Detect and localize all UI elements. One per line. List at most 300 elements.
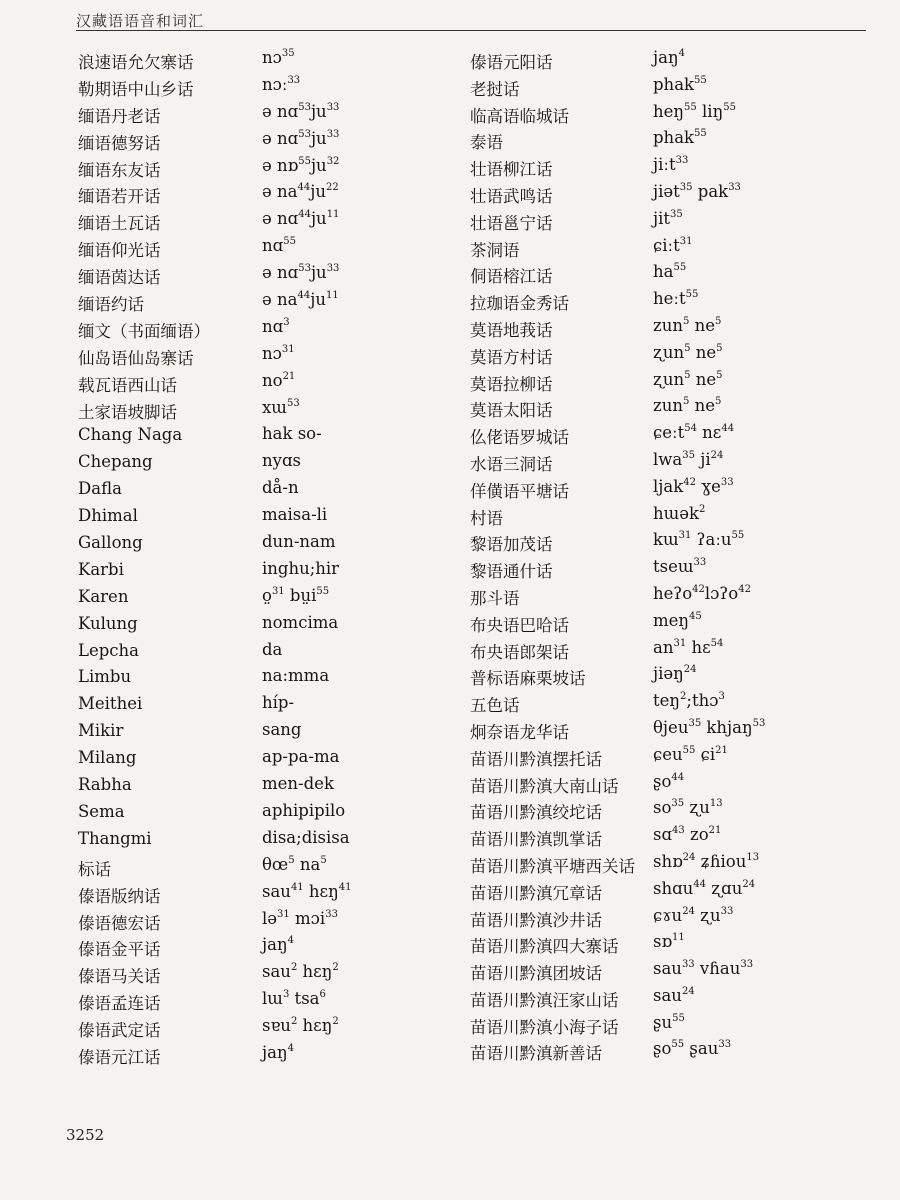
language-name: 傣语元阳话 [470,53,553,72]
tone-mark: 33 [720,476,734,488]
tone-mark: 5 [716,342,723,354]
tone-mark: 42 [692,583,705,595]
phonetic-text: ʐun [653,342,685,362]
tone-mark: 45 [689,610,702,622]
phonetic-text: o̤ [262,585,272,605]
glossary-entry [470,636,890,663]
glossary-entry [470,287,890,314]
word-form [653,986,695,1005]
tone-mark: 33 [718,1039,732,1051]
word-form [653,1013,685,1032]
word-form [262,693,294,712]
tone-mark: 33 [325,908,338,920]
language-name: Milang [78,748,137,768]
word-form [653,906,733,925]
phonetic-text: ʂu [653,1012,673,1032]
tone-mark: 22 [325,182,339,194]
language-name: Karbi [78,559,124,579]
language-name: 缅语仰光话 [78,241,161,261]
glossary-entry [470,260,890,287]
language-name: 布央语巴哈话 [470,615,569,635]
phonetic-text: sau [262,962,291,982]
language-name: 莫语太阳话 [470,401,553,421]
tone-mark: 33 [681,959,695,971]
phonetic-text: ju [310,128,327,148]
glossary-entry [78,987,468,1014]
word-form [262,882,351,901]
phonetic-text: lɯ [262,989,283,1009]
word-form [262,371,295,390]
phonetic-text: heʔo [653,583,693,603]
word-form [653,289,698,308]
phonetic-text: ɣe [695,476,721,496]
language-name: 莫语拉柳话 [470,374,553,394]
glossary-entry [470,46,890,73]
phonetic-text: sang [262,720,302,740]
phonetic-text: då-n [262,478,299,498]
glossary-entry [78,422,468,449]
glossary-entry [78,127,468,154]
phonetic-text: zun [653,315,683,335]
right-column [470,46,890,1064]
tone-mark: 33 [326,128,340,140]
glossary-entry [78,960,468,987]
phonetic-text: hɯək [653,503,700,523]
word-form [262,935,294,954]
word-form [653,316,721,335]
tone-mark: 24 [682,905,695,917]
tone-mark: 24 [683,664,697,676]
phonetic-text: jiət [653,181,680,201]
language-name: 茶洞语 [470,240,520,260]
word-form [262,989,326,1008]
phonetic-text: meŋ [653,610,690,630]
phonetic-text: mɔi [289,908,326,928]
language-name: 苗语川黔滇绞坨话 [470,803,602,823]
phonetic-text: ju [310,155,327,175]
word-form [653,745,728,764]
word-form [653,236,692,255]
phonetic-text: ɕeːt [653,423,685,443]
glossary-entry [470,904,890,931]
language-name: 黎语通什话 [470,562,553,582]
word-form [262,451,301,470]
tone-mark: 33 [728,181,741,193]
phonetic-text: hɛŋ [297,962,333,982]
language-name: 莫语地莪话 [470,320,553,340]
tone-mark: 53 [298,128,311,140]
phonetic-text: ju [310,263,327,283]
word-form [653,450,723,469]
language-name: 傣语德宏话 [78,913,161,933]
phonetic-text: na [294,854,321,874]
phonetic-text: ɕi [695,744,716,764]
phonetic-text: inghu;hir [262,558,340,578]
word-form [653,477,734,496]
language-name: Mikir [78,721,124,741]
phonetic-text: hak so- [262,424,322,444]
word-form [653,504,705,523]
tone-mark: 53 [752,717,766,729]
word-form [262,1016,339,1035]
phonetic-text: ʂo [653,1039,672,1059]
language-name: 那斗语 [470,588,520,608]
word-form [262,209,339,228]
word-form [262,505,327,524]
glossary-entry [470,126,890,153]
glossary-entry [470,823,890,850]
phonetic-text: jit [653,208,671,228]
word-form [653,209,683,228]
language-name: 浪速语允欠寨话 [78,53,194,72]
phonetic-text: sau [653,959,682,979]
phonetic-text: bṳi [284,585,317,605]
glossary-entry [78,503,468,530]
language-name: 缅语德努话 [78,133,161,153]
language-name: 缅语东友话 [78,160,161,180]
tone-mark: 2 [332,1016,339,1028]
glossary-entry [78,369,468,396]
language-name: 傣语马关话 [78,967,161,987]
tone-mark: 33 [693,557,707,569]
phonetic-text: ɕeu [653,744,683,764]
phonetic-text: ju [310,209,327,229]
phonetic-text: ʂau [684,1039,719,1059]
word-form [653,75,707,94]
tone-mark: 31 [281,343,295,355]
word-form [653,396,721,415]
phonetic-text: ʐu [694,905,721,925]
phonetic-text: men-dek [262,774,334,794]
phonetic-text: ha [653,262,674,282]
tone-mark: 35 [670,208,683,220]
phonetic-text: zo [684,825,709,845]
glossary-entry [78,154,468,181]
word-form [653,584,751,603]
tone-mark: 5 [682,315,690,327]
word-form [262,478,299,497]
phonetic-text: teŋ [653,691,681,711]
language-name: 泰语 [470,133,503,153]
phonetic-text: liŋ [696,101,724,121]
word-form [653,370,723,389]
tone-mark: 53 [298,101,311,113]
word-form [653,798,723,817]
glossary-entry [470,1011,890,1038]
word-form [262,720,302,739]
word-form [262,962,339,981]
word-form [653,638,723,657]
language-name: 布央语郎架话 [470,642,569,662]
language-name: 缅文（书面缅语） [78,321,210,341]
language-name: 缅语约话 [78,295,144,315]
language-name: 佯僙语平塘话 [470,481,569,501]
phonetic-text: ʔaːu [691,530,732,550]
glossary-entry [470,341,890,368]
tone-mark: 44 [297,182,311,194]
tone-mark: 55 [316,585,330,597]
language-name: 苗语川黔滇大南山话 [470,776,619,796]
glossary-entry [470,877,890,904]
glossary-entry [78,100,468,127]
tone-mark: 5 [684,369,691,381]
phonetic-text: an [653,637,674,657]
glossary-entry [78,853,468,880]
language-name: 炯奈语龙华话 [470,722,569,742]
language-name: Limbu [78,667,132,687]
phonetic-text: phak [653,74,695,94]
language-name: 苗语川黔滇冗章话 [470,883,602,903]
word-form [653,102,736,121]
language-name: 缅语丹老话 [78,106,161,126]
word-form [262,828,350,847]
word-form [262,75,300,94]
glossary-entry [470,689,890,716]
phonetic-text: khjaŋ [701,717,753,737]
tone-mark: 4 [287,935,294,947]
word-form [653,852,759,871]
language-name: 村语 [470,508,503,528]
tone-mark: 4 [287,1042,294,1054]
language-name: 苗语川黔滇平塘西关话 [470,856,635,876]
phonetic-text: ji [694,449,711,469]
word-form [262,855,327,874]
tone-mark: 35 [679,181,693,193]
tone-mark: 53 [286,397,300,409]
phonetic-text: ʐu [684,798,710,818]
phonetic-text: jaŋ [262,935,288,955]
phonetic-text: aphipipilo [262,800,346,820]
language-name: 苗语川黔滇团坡话 [470,964,602,984]
tone-mark: 13 [709,798,723,810]
tone-mark: 5 [682,396,690,408]
tone-mark: 24 [681,985,695,997]
tone-mark: 24 [682,851,696,863]
phonetic-text: ə na [262,182,298,202]
word-form [262,613,338,632]
tone-mark: 33 [675,155,689,167]
phonetic-text: ɕɤu [653,905,683,925]
glossary-entry [470,770,890,797]
language-name: 水语三洞话 [470,454,553,474]
glossary-entry [78,180,468,207]
tone-mark: 33 [740,959,754,971]
glossary-entry [78,826,468,853]
word-form [262,317,290,336]
language-name: 傣语版纳话 [78,886,161,906]
word-form [653,128,707,147]
word-form [262,344,295,363]
language-name: Karen [78,586,129,606]
tone-mark: 55 [731,530,745,542]
language-name: 壮语邕宁话 [470,213,553,233]
phonetic-text: sau [262,881,291,901]
phonetic-text: nɑ [262,236,284,256]
glossary-entry [470,796,890,823]
phonetic-text: shɑu [653,878,694,898]
language-name: 傣语武定话 [78,1021,161,1041]
language-name: Meithei [78,694,143,714]
glossary-entry [470,502,890,529]
word-form [262,532,336,551]
phonetic-text: nɑ [262,316,284,336]
phonetic-text: hɛ [686,637,711,657]
language-name: 傣语孟连话 [78,994,161,1014]
tone-mark: 32 [326,155,340,167]
phonetic-text: heŋ [653,101,685,121]
glossary-entry [78,449,468,476]
tone-mark: 33 [287,74,301,86]
tone-mark: 2 [290,1016,298,1028]
glossary-entry [78,611,468,638]
tone-mark: 31 [673,637,687,649]
phonetic-text: ə nɑ [262,128,299,148]
phonetic-text: hɛŋ [303,881,339,901]
glossary-entry [78,880,468,907]
word-form [262,129,339,148]
phonetic-text: dun-nam [262,532,336,552]
glossary-entry [78,288,468,315]
tone-mark: 44 [297,290,311,302]
word-form [262,640,282,659]
glossary-entry [78,342,468,369]
word-form [262,909,338,928]
phonetic-text: θjeu [653,717,689,737]
word-form [262,263,339,282]
tone-mark: 55 [682,744,696,756]
phonetic-text: shɒ [653,851,683,871]
tone-mark: 43 [672,825,685,837]
tone-mark: 41 [338,881,352,893]
tone-mark: 31 [271,585,285,597]
book-title: 汉藏语语音和词汇 [76,12,205,30]
phonetic-text: ə na [262,290,298,310]
phonetic-text: jiəŋ [653,664,684,684]
word-form [653,932,685,951]
language-name: 苗语川黔滇摆托话 [470,749,602,769]
glossary-entry [470,1037,890,1064]
word-form [262,774,334,793]
tone-mark: 35 [682,449,695,461]
glossary-entry [78,907,468,934]
tone-mark: 55 [723,101,736,113]
phonetic-text: ap-pa-ma [262,747,340,767]
tone-mark: 55 [694,128,707,140]
word-form [262,666,329,685]
glossary-entry [78,745,468,772]
tone-mark: 54 [684,423,697,435]
tone-mark: 24 [710,449,724,461]
word-form [262,801,345,820]
tone-mark: 35 [688,717,702,729]
word-form [653,557,706,576]
language-name: Chang Naga [78,425,183,445]
glossary-entry [78,638,468,665]
word-form [262,290,339,309]
tone-mark: 55 [283,236,296,248]
tone-mark: 5 [714,396,722,408]
tone-mark: 2 [332,962,339,974]
word-form [653,664,697,683]
word-form [653,530,744,549]
language-name: 苗语川黔滇新善话 [470,1044,602,1064]
phonetic-text: ɕiːt [653,235,680,255]
glossary-entry [470,448,890,475]
glossary-entry [470,100,890,127]
word-form [653,182,741,201]
glossary-entry [470,368,890,395]
tone-mark: 5 [716,369,723,381]
phonetic-text: ə nɑ [262,101,299,121]
word-form [262,156,339,175]
glossary-entry [470,73,890,100]
word-form [262,559,339,578]
phonetic-text: lɔʔo [704,583,739,603]
tone-mark: 4 [678,48,685,59]
language-name: 黎语加茂话 [470,535,553,555]
tone-mark: 21 [282,370,296,382]
language-name: 傣语元江话 [78,1047,161,1067]
language-name: 莫语方村话 [470,347,553,367]
tone-mark: 55 [671,1039,685,1051]
language-name: 侗语榕江话 [470,267,553,287]
glossary-entry [470,662,890,689]
phonetic-text: tsa [289,989,320,1009]
word-form [653,691,725,710]
tone-mark: 44 [721,423,735,435]
glossary-entry [78,315,468,342]
word-form [653,343,723,362]
language-name: 苗语川黔滇沙井话 [470,910,602,930]
phonetic-text: vɦau [694,959,741,979]
language-name: 缅语土瓦话 [78,214,161,234]
word-form [262,102,339,121]
phonetic-text: no [262,370,283,390]
tone-mark: 13 [746,851,760,863]
word-form [653,959,753,978]
glossary-entry [78,476,468,503]
phonetic-text: ne [689,396,715,416]
phonetic-text: disa;disisa [262,827,350,847]
tone-mark: 5 [320,854,327,866]
glossary-entry [470,421,890,448]
word-form [653,48,685,67]
tone-mark: 53 [298,263,311,275]
glossary-entry [78,799,468,826]
phonetic-text: nɛ [696,423,722,443]
language-name: 老挝话 [470,79,520,99]
phonetic-text: ju [310,290,326,310]
language-name: Lepcha [78,640,139,660]
language-name: 傣语金平话 [78,940,161,960]
glossary-entry [470,609,890,636]
phonetic-text: jaŋ [653,48,679,67]
tone-mark: 3 [283,316,290,328]
language-name: 仫佬语罗城话 [470,428,569,448]
tone-mark: 35 [281,48,295,59]
language-name: 拉珈语金秀话 [470,294,569,314]
phonetic-text: lə [262,908,278,928]
glossary-entry [470,930,890,957]
tone-mark: 3 [282,989,290,1001]
tone-mark: 55 [672,1012,685,1024]
word-form [653,611,702,630]
glossary-entry [78,530,468,557]
phonetic-text: ne [690,342,717,362]
phonetic-text: híp- [262,693,295,713]
language-name: 五色话 [470,696,520,716]
word-form [653,825,721,844]
